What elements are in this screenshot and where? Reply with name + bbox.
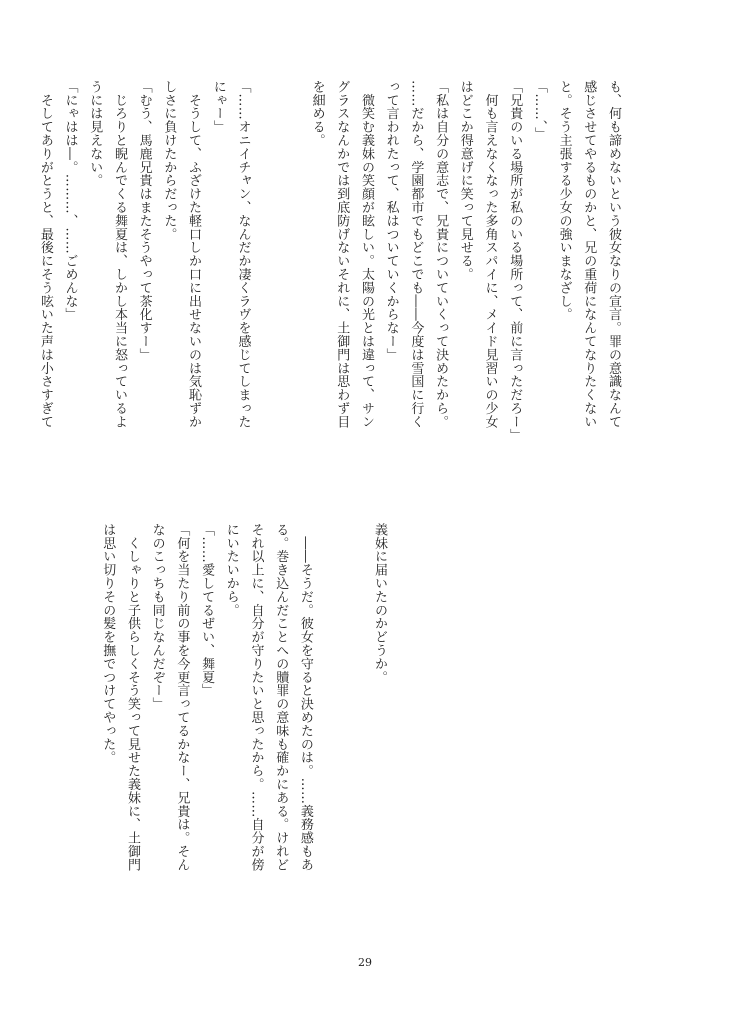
- text-line: ……だから、学園都市でもどこでも――今度は雪国に行く: [408, 80, 424, 429]
- text-line: ――そうだ。彼女を守ると決めたのは。……義務感もあ: [297, 523, 313, 872]
- text-line: 「……、」: [531, 80, 547, 141]
- text-line: を細める。: [309, 80, 325, 147]
- lower-text-block: [95, 523, 391, 953]
- text-line: 「私は自分の意志で、兄貴についていくって決めたから。: [433, 80, 449, 429]
- text-line: は思い切りその髪を撫でつけてやった。: [100, 523, 116, 765]
- text-line: 「兄貴のいる場所が私のいる場所って、前に言っただろー」: [507, 80, 523, 442]
- blank-line: [317, 523, 342, 953]
- text-line: グラスなんかでは到底防げないそれに、土御門は思わず目: [334, 80, 350, 429]
- text-line: と。そう主張する少女の強いまなざし。: [556, 80, 572, 322]
- text-line: それ以上に、自分が守りたいと思ったから。……自分が傍: [248, 523, 264, 872]
- text-line: にゃー」: [210, 80, 226, 134]
- text-line: しさに負けたからだった。: [161, 80, 177, 241]
- text-line: 義妹に届いたのかどうか。: [372, 523, 387, 684]
- text-line: にいたいから。: [223, 523, 239, 617]
- blank-line: [279, 80, 304, 510]
- text-line: 感じさせてやるものかと、兄の重荷になんてなりたくない: [581, 80, 597, 429]
- text-line: 「何を当たり前の事を今更言ってるかなー、兄貴は。そん: [174, 523, 190, 872]
- upper-text-block: [32, 80, 625, 510]
- text-line: じろりと睨んでくる舞夏は、しかし本当に怒っているよ: [111, 80, 127, 429]
- text-line: 「……オニイチャン、なんだか凄くラヴを感じてしまった: [235, 80, 251, 429]
- page-number: 29: [358, 956, 372, 969]
- text-line: 「にゃはは―。………、……ごめんな」: [62, 80, 78, 322]
- blank-line: [254, 80, 279, 510]
- text-line: なのこっちも同じなんだぞー」: [149, 523, 165, 711]
- text-line: 何も言えなくなった多角スパイに、メイド見習いの少女: [482, 80, 498, 429]
- text-line: 「むう、馬鹿兄貴はまたそうやって茶化すー」: [136, 80, 152, 362]
- text-line: うには見えない。: [87, 80, 103, 188]
- text-line: 「……愛してるぜい、舞夏」: [199, 523, 215, 698]
- text-line: そうして、ふざけた軽口しか口に出せないのは気恥ずか: [186, 80, 202, 429]
- text-line: はどこか得意げに笑って見せる。: [457, 80, 473, 281]
- text-line: る。巻き込んだことへの贖罪の意味も確かにある。けれど: [273, 523, 289, 872]
- text-line: も、何も諦めないという彼女なりの宣言。罪の意識なんて: [606, 80, 621, 429]
- text-line: って言われたって、私はついていくからなー」: [383, 80, 399, 362]
- blank-line: [342, 523, 367, 953]
- text-line: そしてありがとうと、最後にそう呟いた声は小さすぎて: [37, 80, 53, 429]
- text-line: 微笑む義妹の笑顔が眩しい。太陽の光とは違って、サン: [358, 80, 374, 429]
- text-line: くしゃりと子供らしくそう笑って見せた義妹に、土御門: [124, 523, 140, 872]
